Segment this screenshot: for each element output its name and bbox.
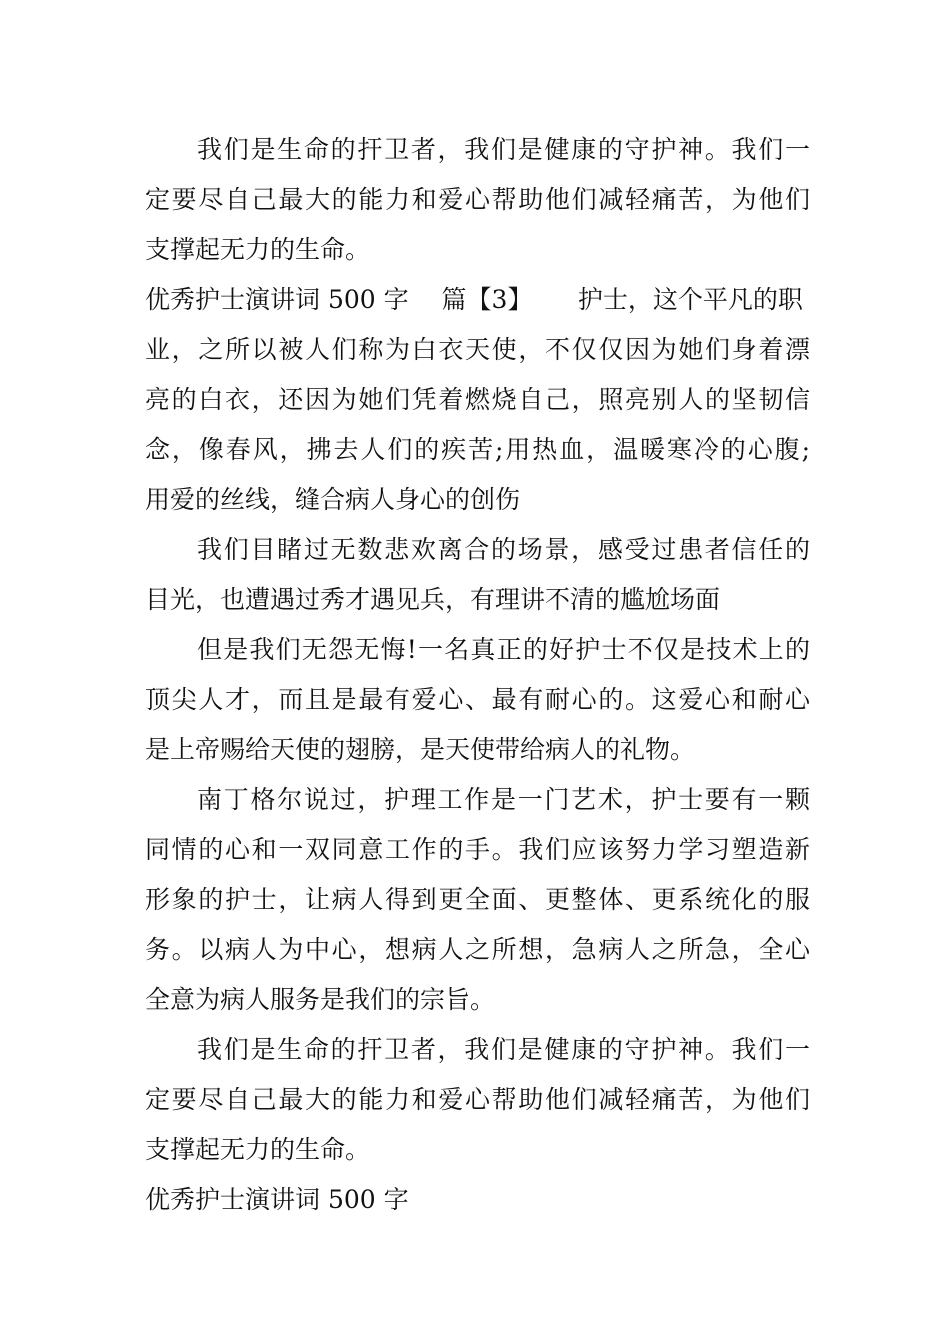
section-heading-line: 优秀护士演讲词 500 字 — [145, 1185, 409, 1214]
paragraph-5 — [145, 775, 810, 1025]
paragraph-line: 顶尖人才，而且是最有爱心、最有耐心的。这爱心和耐心 — [145, 685, 810, 714]
paragraph-line: 南丁格尔说过，护理工作是一门艺术，护士要有一颗 — [197, 785, 810, 814]
paragraph-line: 我们是生命的扞卫者，我们是健康的守护神。我们一 — [197, 1035, 810, 1064]
paragraph-7 — [145, 1175, 810, 1225]
paragraph-line: 用爱的丝线，缝合病人身心的创伤 — [145, 485, 521, 514]
paragraph-line: 业，之所以被人们称为白衣天使，不仅仅因为她们身着漂 — [145, 335, 810, 364]
paragraph-line: 我们目睹过无数悲欢离合的场景，感受过患者信任的 — [197, 535, 810, 564]
paragraph-line: 念，像春风，拂去人们的疾苦;用热血，温暖寒冷的心腹; — [145, 435, 810, 464]
paragraph-line: 定要尽自己最大的能力和爱心帮助他们减轻痛苦，为他们 — [145, 1085, 810, 1114]
paragraph-line: 支撑起无力的生命。 — [145, 235, 371, 264]
paragraph-4 — [145, 625, 810, 775]
paragraph-line: 务。以病人为中心，想病人之所想，急病人之所急，全心 — [145, 935, 810, 964]
paragraph-line: 目光，也遭遇过秀才遇见兵，有理讲不清的尴尬场面 — [145, 585, 721, 614]
paragraph-line: 支撑起无力的生命。 — [145, 1135, 371, 1164]
document-body — [145, 125, 810, 1225]
paragraph-line: 是上帝赐给天使的翅膀，是天使带给病人的礼物。 — [145, 735, 696, 764]
paragraph-line: 但是我们无怨无悔!一名真正的好护士不仅是技术上的 — [197, 635, 810, 664]
paragraph-line: 我们是生命的扞卫者，我们是健康的守护神。我们一 — [197, 135, 810, 164]
paragraph-3 — [145, 525, 810, 625]
paragraph-2 — [145, 275, 810, 525]
section-heading-line: 优秀护士演讲词 500 字 篇【3】 护士，这个平凡的职 — [145, 285, 803, 314]
paragraph-6 — [145, 1025, 810, 1175]
paragraph-line: 定要尽自己最大的能力和爱心帮助他们减轻痛苦，为他们 — [145, 185, 810, 214]
paragraph-line: 亮的白衣，还因为她们凭着燃烧自己，照亮别人的坚韧信 — [145, 385, 810, 414]
paragraph-line: 形象的护士，让病人得到更全面、更整体、更系统化的服 — [145, 885, 810, 914]
paragraph-line: 同情的心和一双同意工作的手。我们应该努力学习塑造新 — [145, 835, 810, 864]
paragraph-line: 全意为病人服务是我们的宗旨。 — [145, 985, 496, 1014]
paragraph-1 — [145, 125, 810, 275]
